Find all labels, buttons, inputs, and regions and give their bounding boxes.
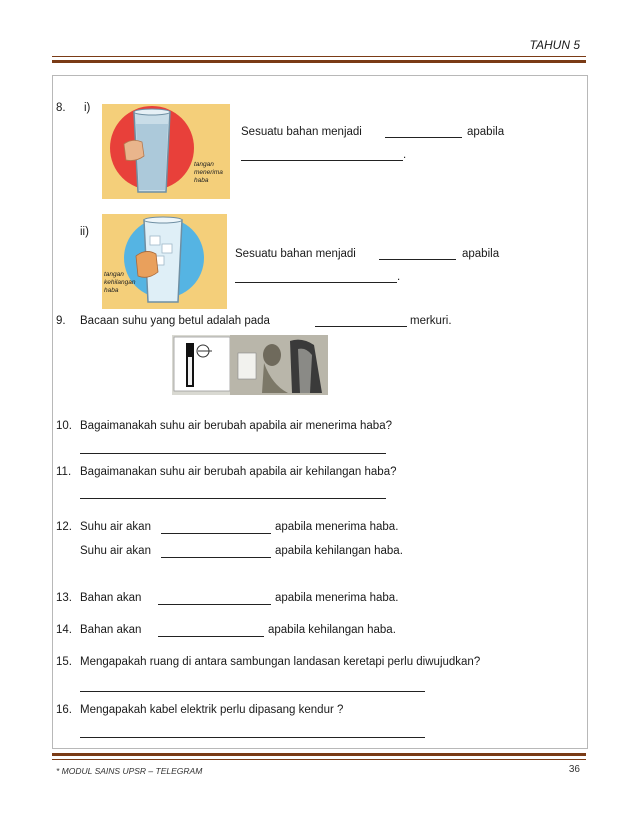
q14-number: 14. [56,624,72,636]
q8-i-sentence-end: . [403,149,407,161]
q12-line1-start: Suhu air akan [80,521,151,533]
q13-number: 13. [56,592,72,604]
q8-ii-sentence-start: Sesuatu bahan menjadi [235,248,356,260]
q12-line2-end: apabila kehilangan haba. [275,545,403,557]
answer-blank[interactable] [158,636,264,637]
q12-number: 12. [56,521,72,533]
q8-part-ii-label: ii) [80,226,89,238]
answer-line[interactable] [80,691,425,692]
glass-ice-hand-image [102,214,227,309]
q15-text: Mengapakah ruang di antara sambungan landasan keretapi perlu diwujudkan? [80,656,481,668]
q13-end: apabila menerima haba. [275,592,399,604]
q13-start: Bahan akan [80,592,142,604]
footer-module-label: * MODUL SAINS UPSR – TELEGRAM [56,766,203,776]
q12-line2-start: Suhu air akan [80,545,151,557]
q8-ii-sentence-mid: apabila [462,248,500,260]
caption-line: kehilangan [104,279,136,286]
caption-line: tangan [194,161,214,168]
q14-end: apabila kehilangan haba. [268,624,396,636]
answer-blank[interactable] [235,282,397,283]
caption-line: haba [104,287,119,294]
q10-text: Bagaimanakah suhu air berubah apabila air menerima haba? [80,420,392,432]
header-rule-thick [52,60,586,63]
answer-blank[interactable] [315,326,407,327]
q12-line1-end: apabila menerima haba. [275,521,399,533]
caption-line: haba [194,177,209,184]
q8-number: 8. [56,102,66,114]
q15-number: 15. [56,656,72,668]
q9-text-after: merkuri. [410,315,452,327]
q16-number: 16. [56,704,72,716]
header-rule-thin [52,56,586,57]
q11-number: 11. [56,466,72,478]
q9-number: 9. [56,315,66,327]
glass-warm-hand-image [102,104,230,199]
caption-line: tangan [104,271,124,278]
page-number: 36 [568,764,580,775]
year-label: TAHUN 5 [529,38,580,52]
q9-text-before: Bacaan suhu yang betul adalah pada [80,315,270,327]
q11-text: Bagaimanakan suhu air berubah apabila air kehilangan haba? [80,466,397,478]
q8-ii-sentence-end: . [397,271,401,283]
answer-blank[interactable] [158,604,271,605]
q16-text: Mengapakah kabel elektrik perlu dipasang kendur ? [80,704,344,716]
q8-i-sentence-mid: apabila [467,126,505,138]
answer-blank[interactable] [161,533,271,534]
thermometer-reading-image [172,335,328,395]
answer-blank[interactable] [385,137,462,138]
answer-line[interactable] [80,498,386,499]
q10-number: 10. [56,420,72,432]
caption-line: menerima [194,169,223,176]
footer-rule-thin [52,759,586,760]
answer-line[interactable] [80,453,386,454]
answer-blank[interactable] [379,259,456,260]
answer-blank[interactable] [241,160,403,161]
answer-line[interactable] [80,737,425,738]
answer-blank[interactable] [161,557,271,558]
footer-rule-thick [52,753,586,756]
q8-i-sentence-start: Sesuatu bahan menjadi [241,126,362,138]
q8-part-i-label: i) [84,102,91,114]
q14-start: Bahan akan [80,624,142,636]
